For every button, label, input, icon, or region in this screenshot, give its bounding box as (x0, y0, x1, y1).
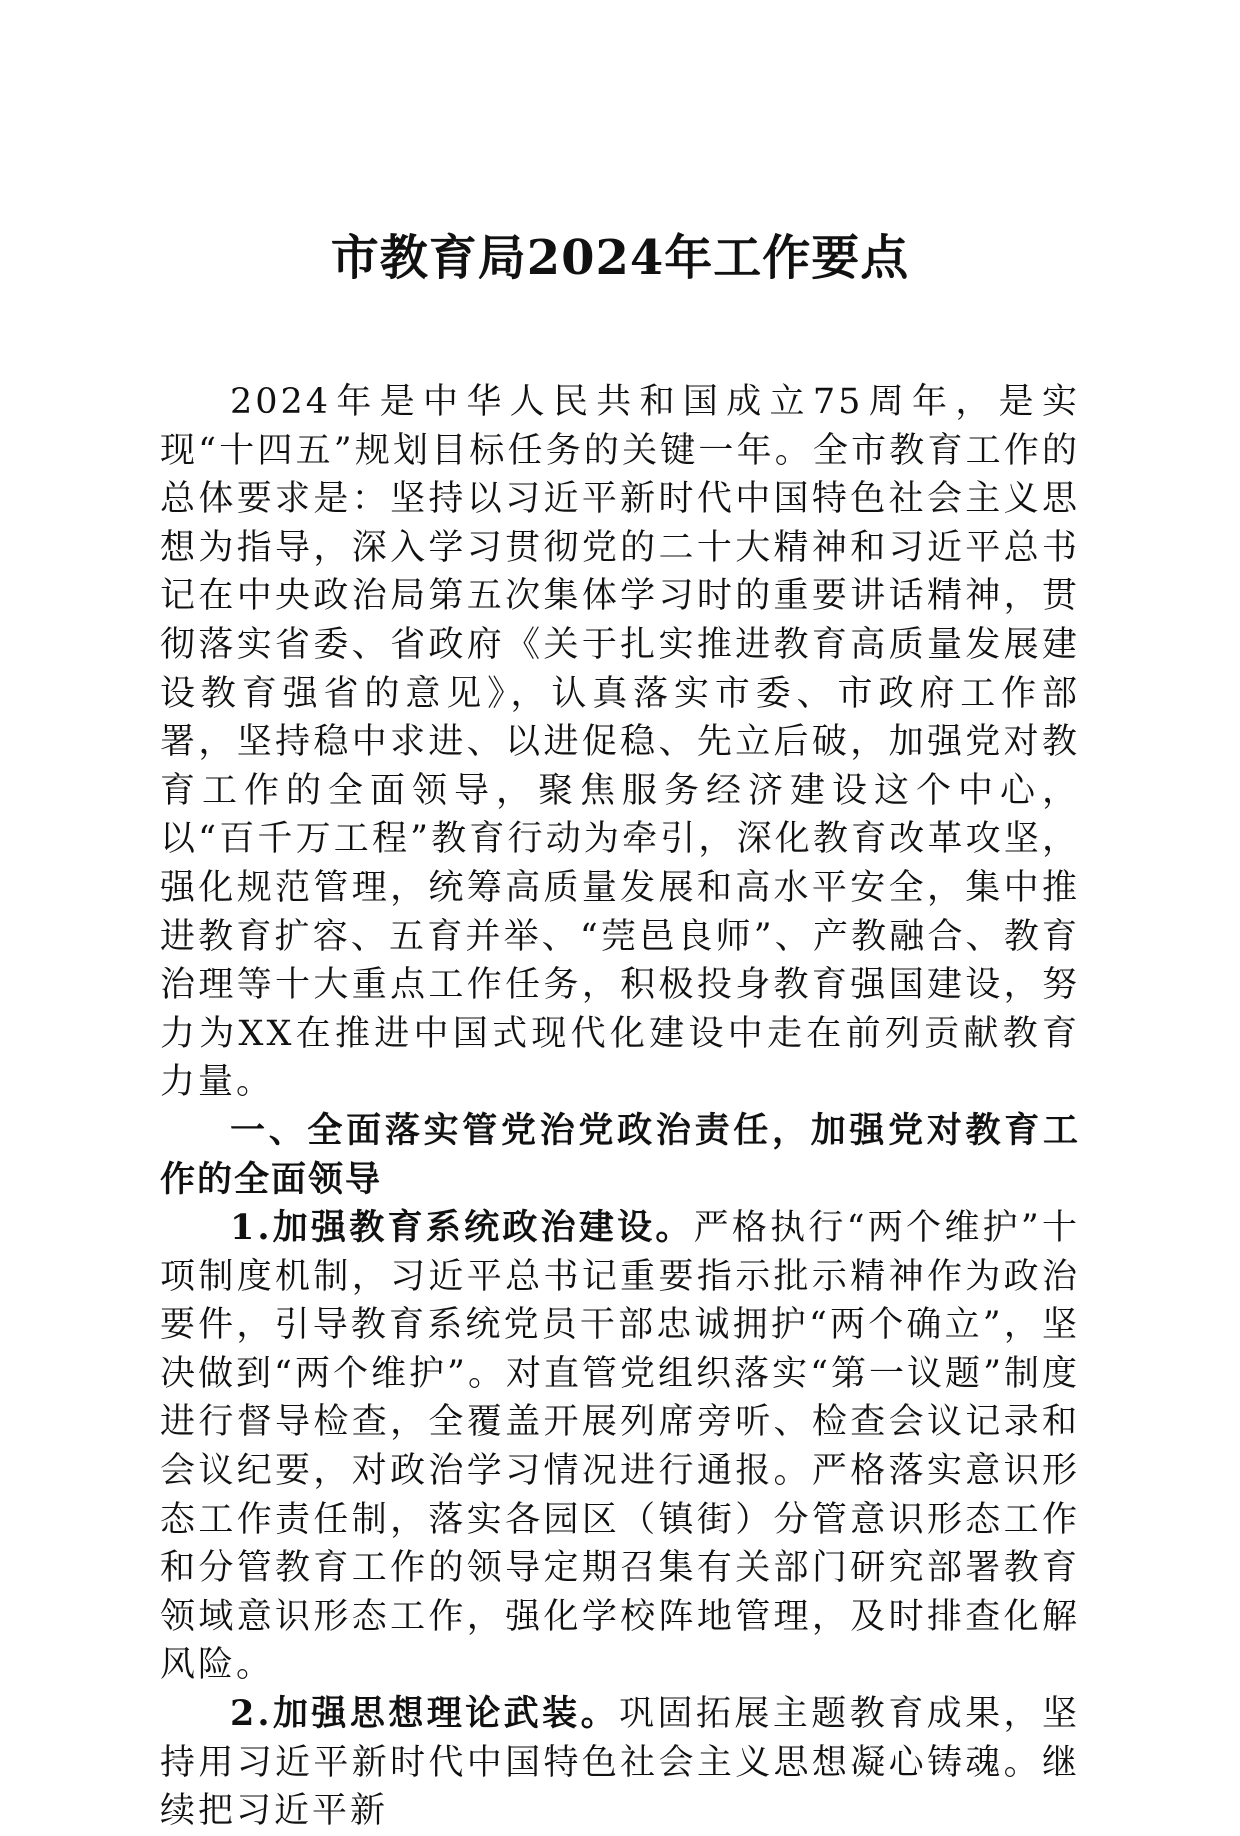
item-1-text: 严格执行“两个维护”十项制度机制，习近平总书记重要指示批示精神作为政治要件，引导教育系统党员干部忠诚拥护“两个确立”，坚决做到“两个维护”。对直管党组织落实“第一议题”制度进行督导检查，全覆盖开展列席旁听、检查会议记录和会议纪要，对政治学习情况进行通报。严格落实意识形态工作责任制，落实各园区（镇街）分管意识形态工作和分管教育工作的领导定期召集有关部门研究部署教育领域意识形态工作，强化学校阵地管理，及时排查化解风险。 (160, 1208, 1080, 1686)
item-1-title: 1.加强教育系统政治建设。 (230, 1207, 694, 1249)
section-1-item-1 (160, 1204, 1080, 1690)
document-body (160, 378, 1080, 1836)
intro-paragraph: 2024年是中华人民共和国成立75周年，是实现“十四五”规划目标任务的关键一年。全市教育工作的总体要求是：坚持以习近平新时代中国特色社会主义思想为指导，深入学习贯彻党的二十大精神和习近平总书记在中央政治局第五次集体学习时的重要讲话精神，贯彻落实省委、省政府《关于扎实推进教育高质量发展建设教育强省的意见》，认真落实市委、市政府工作部署，坚持稳中求进、以进促稳、先立后破，加强党对教育工作的全面领导，聚焦服务经济建设这个中心，以“百千万工程”教育行动为牵引，深化教育改革攻坚，强化规范管理，统筹高质量发展和高水平安全，集中推进教育扩容、五育并举、“莞邑良师”、产教融合、教育治理等十大重点工作任务，积极投身教育强国建设，努力为XX在推进中国式现代化建设中走在前列贡献教育力量。 (160, 382, 1080, 1103)
document-title: 市教育局2024年工作要点 (330, 230, 910, 286)
section-1-heading: 一、全面落实管党治党政治责任，加强党对教育工作的全面领导 (160, 1110, 1080, 1200)
section-1-item-2 (160, 1690, 1080, 1836)
item-2-title: 2.加强思想理论武装。 (230, 1693, 620, 1735)
item-2-text: 巩固拓展主题教育成果，坚持用习近平新时代中国特色社会主义思想凝心铸魂。继续把习近平新 (160, 1694, 1080, 1832)
